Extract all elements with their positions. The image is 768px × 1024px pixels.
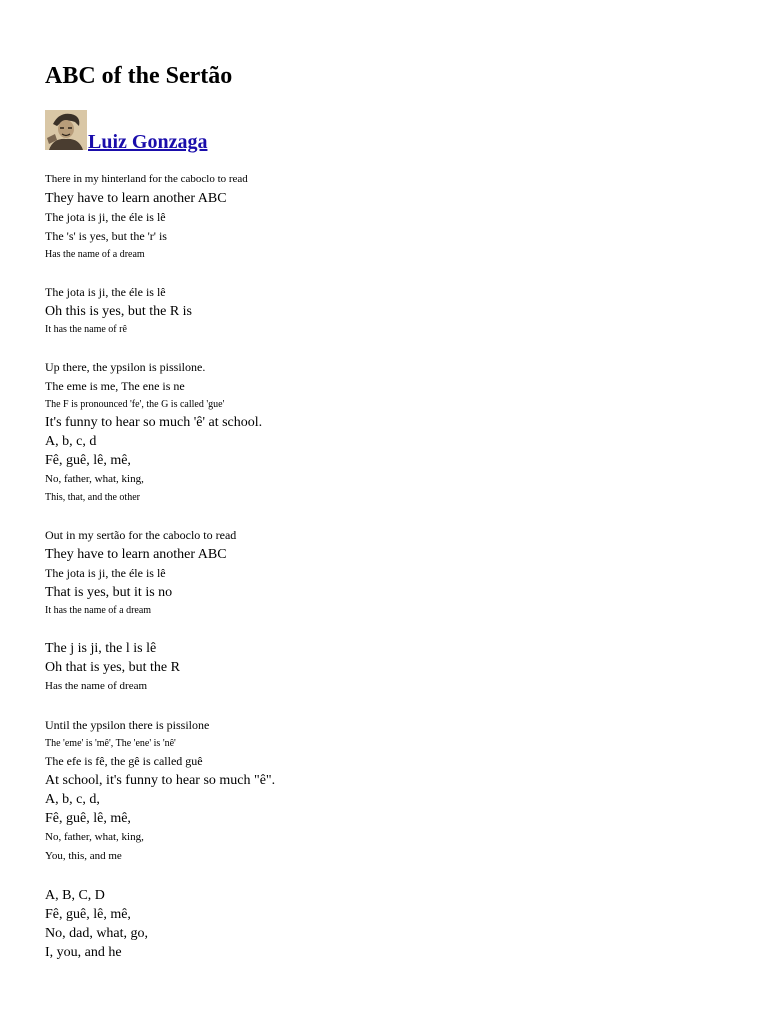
lyric-line: Until the ypsilon there is pissilone	[45, 718, 210, 732]
lyric-line: There in my hinterland for the caboclo to read	[45, 173, 248, 185]
lyric-line: Has the name of dream	[45, 680, 148, 692]
lyric-line: The j is ji, the l is lê	[45, 641, 157, 656]
lyric-line: The 's' is yes, but the 'r' is	[45, 229, 167, 243]
lyric-line: At school, it's funny to hear so much "ê".	[45, 773, 276, 788]
song-title: ABC of the Sertão	[45, 63, 233, 89]
lyric-line: Fê, guê, lê, mê,	[45, 453, 131, 468]
lyric-line: Has the name of a dream	[45, 249, 145, 260]
lyric-line: A, b, c, d	[45, 434, 97, 449]
author-block	[45, 110, 207, 156]
lyric-line: The F is pronounced 'fe', the G is called 'gue'	[45, 399, 225, 410]
lyric-stanza	[45, 526, 745, 619]
lyric-line: A, b, c, d,	[45, 792, 100, 807]
lyric-line: Oh that is yes, but the R	[45, 660, 180, 675]
lyric-line: Oh this is yes, but the R is	[45, 304, 193, 319]
lyrics-body	[45, 170, 745, 982]
lyric-stanza	[45, 716, 745, 866]
lyric-line: No, father, what, king,	[45, 473, 144, 485]
lyric-stanza	[45, 886, 745, 962]
lyric-line: They have to learn another ABC	[45, 547, 227, 562]
lyric-line: You, this, and me	[45, 850, 122, 862]
person-photo-icon	[45, 110, 87, 150]
lyric-stanza	[45, 170, 745, 263]
lyric-stanza	[45, 283, 745, 338]
lyric-line: Fê, guê, lê, mê,	[45, 811, 131, 826]
lyric-line: I, you, and he	[45, 945, 122, 960]
author-link[interactable]: Luiz Gonzaga	[88, 131, 208, 153]
lyric-line: It has the name of a dream	[45, 605, 152, 616]
lyric-line: The jota is ji, the éle is lê	[45, 566, 166, 580]
lyric-line: The eme is me, The ene is ne	[45, 379, 185, 393]
lyric-line: It has the name of rê	[45, 324, 127, 335]
lyric-line: They have to learn another ABC	[45, 191, 227, 206]
lyric-line: The jota is ji, the éle is lê	[45, 210, 166, 224]
lyric-line: Out in my sertão for the caboclo to read	[45, 528, 237, 542]
lyric-line: A, B, C, D	[45, 888, 105, 903]
lyric-line: No, dad, what, go,	[45, 926, 149, 941]
lyric-line: No, father, what, king,	[45, 831, 144, 843]
lyric-line: The efe is fê, the gê is called guê	[45, 754, 203, 768]
lyric-line: The 'eme' is 'mê', The 'ene' is 'nê'	[45, 738, 176, 749]
lyric-line: That is yes, but it is no	[45, 585, 173, 600]
lyric-line: Fê, guê, lê, mê,	[45, 907, 131, 922]
lyric-line: The jota is ji, the éle is lê	[45, 285, 166, 299]
lyric-line: It's funny to hear so much 'ê' at school.	[45, 415, 263, 430]
lyric-line: Up there, the ypsilon is pissilone.	[45, 360, 206, 374]
lyric-stanza	[45, 358, 745, 506]
lyric-line: This, that, and the other	[45, 492, 140, 503]
lyric-stanza	[45, 639, 745, 696]
